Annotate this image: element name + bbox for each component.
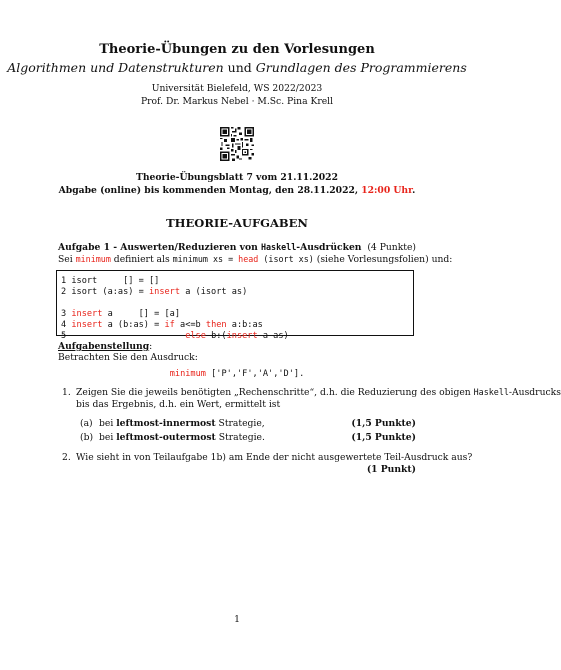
deadline-period: . (412, 185, 416, 196)
code-line-3 (61, 309, 409, 320)
intro-code-isort: (isort xs) (258, 254, 314, 264)
subquestion-text: Strategie, (215, 418, 265, 429)
deadline-time: 12:00 Uhr (361, 185, 413, 196)
code-text: isort [] = [] (71, 276, 160, 286)
code-keyword: else (185, 331, 206, 341)
assignment-heading (58, 341, 152, 352)
intro-code-minimum: minimum (75, 254, 111, 264)
code-text: a (b:as) = (102, 320, 165, 330)
code-keyword: then (205, 320, 227, 330)
code-keyword: if (164, 320, 175, 330)
question-1-number: 1. (62, 387, 71, 398)
submission-deadline (0, 185, 474, 196)
expression-args: ['P','F','A','D']. (205, 369, 305, 379)
sheet-info: Theorie-Übungsblatt 7 vom 21.11.2022 (136, 172, 338, 183)
lecturers-line: Prof. Dr. Markus Nebel · M.Sc. Pina Krell (140, 96, 334, 107)
subtitle-and: und (223, 60, 256, 75)
code-text: a<=b (174, 320, 206, 330)
subquestion-b-label: (b) (80, 432, 94, 443)
question-text: Zeigen Sie die jeweils benötigten „Rechenschritte“, d.h. die Reduzierung des obigen (76, 387, 474, 398)
code-line-1 (61, 276, 409, 287)
subquestion-a-label: (a) (80, 418, 93, 429)
code-text: isort (a:as) = (71, 287, 149, 297)
code-text: a (isort as) (180, 287, 248, 297)
intro-text-2: definiert als (110, 254, 173, 265)
subquestion-a (99, 418, 265, 429)
code-keyword: insert (226, 331, 258, 341)
qr-code-icon (220, 127, 254, 161)
assignment-colon: : (149, 341, 153, 352)
code-text: a:b:as (226, 320, 263, 330)
page-number: 1 (234, 614, 240, 625)
code-keyword: insert (148, 287, 181, 297)
line-number: 5 (61, 331, 72, 341)
subquestion-text: bei (99, 432, 117, 443)
line-number: 1 (61, 276, 72, 286)
code-keyword: insert (71, 320, 103, 330)
expression-keyword: minimum (169, 369, 206, 379)
lecture-subtitle (0, 60, 474, 75)
subtitle-course-2: Grundlagen des Programmierens (255, 60, 467, 75)
code-line-4 (61, 320, 409, 331)
line-number: 2 (61, 287, 72, 297)
subquestion-a-points: (1,5 Punkte) (351, 418, 416, 429)
subtitle-course-1: Algorithmen und Datenstrukturen (7, 60, 224, 75)
question-2-text: Wie sieht in von Teilaufgabe 1b) am Ende der nicht ausgewertete Teil-Ausdruck aus? (76, 452, 473, 463)
question-2-points: (1 Punkt) (366, 464, 416, 475)
section-heading: THEORIE-AUFGABEN (166, 216, 308, 230)
question-code: Haskell (473, 387, 509, 397)
intro-code-head: head (238, 254, 259, 264)
strategy-name: leftmost-outermost (116, 432, 216, 443)
assignment-label: Aufgabenstellung (58, 341, 150, 352)
code-text: a [] = [a] (102, 309, 181, 319)
document-title: Theorie-Übungen zu den Vorlesungen (99, 42, 375, 57)
intro-text-3: (siehe Vorlesungsfolien) und: (313, 254, 453, 265)
task-intro (58, 254, 452, 265)
expression (0, 369, 474, 379)
intro-text-1: Sei (58, 254, 76, 265)
deadline-text: Abgabe (online) bis kommenden Montag, den 28.11.2022, (58, 185, 362, 196)
code-text: b:( (205, 331, 227, 341)
task-title-text: Aufgabe 1 - Auswerten/Reduzieren von (58, 242, 261, 253)
task-title-code: Haskell (260, 242, 297, 252)
subquestion-b (99, 432, 265, 443)
task-title-suffix: -Ausdrücken (296, 242, 362, 253)
subquestion-text: Strategie. (215, 432, 265, 443)
task-heading (58, 242, 416, 253)
question-text: -Ausdrucks (508, 387, 561, 398)
code-line-blank (61, 298, 409, 309)
subquestion-text: bei (99, 418, 117, 429)
consider-text: Betrachten Sie den Ausdruck: (58, 352, 198, 363)
question-2-number: 2. (62, 452, 71, 463)
task-points: (4 Punkte) (367, 242, 416, 253)
question-1-line-2: bis das Ergebnis, d.h. ein Wert, ermittelt ist (76, 399, 281, 410)
line-number: 4 (61, 320, 72, 330)
code-indent (71, 331, 185, 341)
question-1-line-1 (76, 387, 561, 398)
code-keyword: insert (71, 309, 103, 319)
strategy-name: leftmost-innermost (116, 418, 216, 429)
subquestion-b-points: (1,5 Punkte) (351, 432, 416, 443)
line-number: 3 (61, 309, 72, 319)
code-listing (56, 270, 414, 341)
code-line-2 (61, 287, 409, 298)
university-line: Universität Bielefeld, WS 2022/2023 (151, 83, 323, 94)
code-text: a as) (257, 331, 289, 341)
intro-code-def: minimum xs = (172, 254, 239, 264)
